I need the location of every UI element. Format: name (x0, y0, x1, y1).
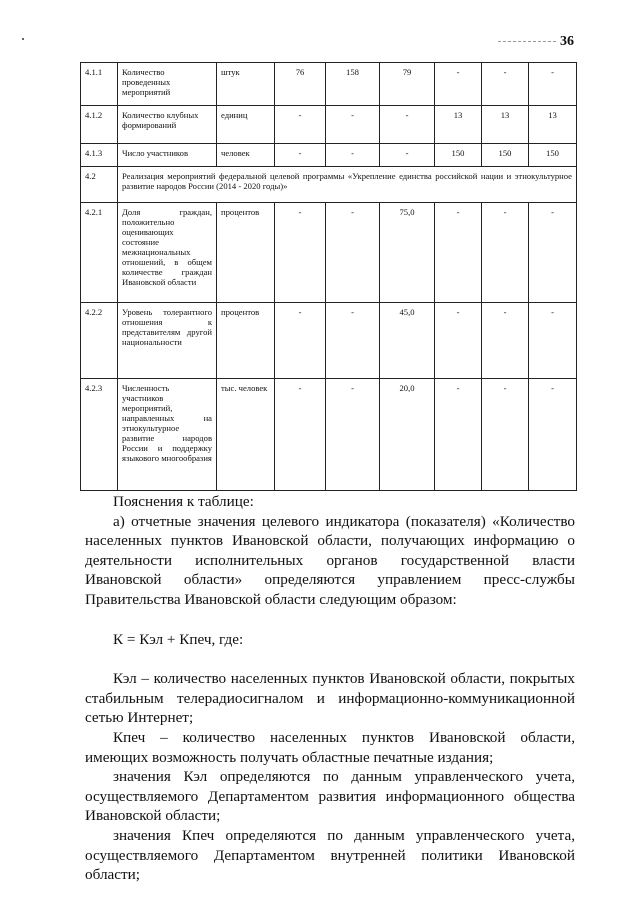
table-row (81, 106, 577, 144)
indicator-name: Количество проведенных мероприятий (118, 63, 217, 106)
scan-speck (22, 38, 24, 40)
table-row (81, 379, 577, 491)
table-row (81, 167, 577, 203)
note-kel: значения Кэл определяются по данным управленческого учета, осуществляемого Департаментом развития информационного общества Ивановской области; (85, 768, 575, 825)
row-number: 4.1.3 (81, 144, 118, 167)
value-cell: - (482, 203, 529, 303)
value-cell: - (326, 144, 380, 167)
note-kpech: значения Кпеч определяются по данным управленческого учета, осуществляемого Департаментом внутренней политики Ивановской области; (85, 826, 575, 884)
value-cell: - (326, 203, 380, 303)
table-row (81, 203, 577, 303)
table-row (81, 63, 577, 106)
value-cell: 76 (275, 63, 326, 106)
definition-kpech: Кпеч – количество населенных пунктов Ивановской области, имеющих возможность получать областные печатные издания; (85, 728, 575, 766)
row-number: 4.2.3 (81, 379, 118, 491)
value-cell: 75,0 (380, 203, 435, 303)
row-number: 4.1.1 (81, 63, 118, 106)
value-cell: - (482, 379, 529, 491)
row-number: 4.2.1 (81, 203, 118, 303)
row-number: 4.2.2 (81, 303, 118, 379)
value-cell: - (326, 379, 380, 491)
value-cell: 150 (435, 144, 482, 167)
spacer (113, 610, 575, 630)
unit: процентов (217, 303, 275, 379)
table-row (81, 144, 577, 167)
spacer (113, 649, 575, 669)
value-cell: - (275, 303, 326, 379)
program-title: Реализация мероприятий федеральной целевой программы «Укрепление единства российской нации и этнокультурное развитие народов России (2014 - 2020 годы)» (118, 167, 577, 203)
value-cell: 79 (380, 63, 435, 106)
indicator-name: Доля граждан, положительно оценивающих состояние межнациональных отношений, в общем количестве граждан Ивановской области (118, 203, 217, 303)
value-cell: - (529, 303, 577, 379)
row-number: 4.1.2 (81, 106, 118, 144)
value-cell: - (435, 203, 482, 303)
unit: единиц (217, 106, 275, 144)
value-cell: 150 (529, 144, 577, 167)
indicator-table (80, 62, 577, 491)
indicator-name: Уровень толерантного отношения к представителям другой национальности (118, 303, 217, 379)
indicator-name: Численность участников мероприятий, направленных на этнокультурное развитие народов России и поддержку языкового многообразия (118, 379, 217, 491)
definition-kel: Кэл – количество населенных пунктов Ивановской области, покрытых стабильным телерадиосигналом и информационно-коммуникационной сетью Интернет; (85, 670, 575, 727)
value-cell: - (435, 63, 482, 106)
unit: штук (217, 63, 275, 106)
value-cell: - (482, 303, 529, 379)
paragraph-a: а) отчетные значения целевого индикатора (показателя) «Количество населенных пунктов Ивановской области, получающих информацию о деятельности исполнительных органов государственной власти Ивановской области» определяются управлением пресс-службы Правительства Ивановской области следующим образом: (85, 512, 575, 608)
value-cell: 45,0 (380, 303, 435, 379)
page-number: 36 (560, 34, 574, 49)
formula: К = Кэл + Кпеч, где: (113, 630, 244, 648)
value-cell: - (482, 63, 529, 106)
unit: процентов (217, 203, 275, 303)
header-rule (498, 41, 556, 43)
value-cell: 20,0 (380, 379, 435, 491)
unit: человек (217, 144, 275, 167)
unit: тыс. человек (217, 379, 275, 491)
value-cell: - (435, 379, 482, 491)
value-cell: 158 (326, 63, 380, 106)
value-cell: - (529, 203, 577, 303)
value-cell: - (326, 106, 380, 144)
value-cell: 13 (529, 106, 577, 144)
value-cell: - (275, 203, 326, 303)
explanations-heading: Пояснения к таблице: (113, 493, 254, 510)
value-cell: - (529, 379, 577, 491)
value-cell: - (275, 379, 326, 491)
value-cell: - (275, 144, 326, 167)
value-cell: - (435, 303, 482, 379)
value-cell: - (275, 106, 326, 144)
explanations (85, 492, 575, 885)
row-number: 4.2 (81, 167, 118, 203)
indicator-name: Число участников (118, 144, 217, 167)
value-cell: - (380, 144, 435, 167)
value-cell: - (326, 303, 380, 379)
value-cell: 13 (435, 106, 482, 144)
value-cell: 13 (482, 106, 529, 144)
value-cell: - (529, 63, 577, 106)
table-row (81, 303, 577, 379)
value-cell: - (380, 106, 435, 144)
value-cell: 150 (482, 144, 529, 167)
indicator-name: Количество клубных формирований (118, 106, 217, 144)
